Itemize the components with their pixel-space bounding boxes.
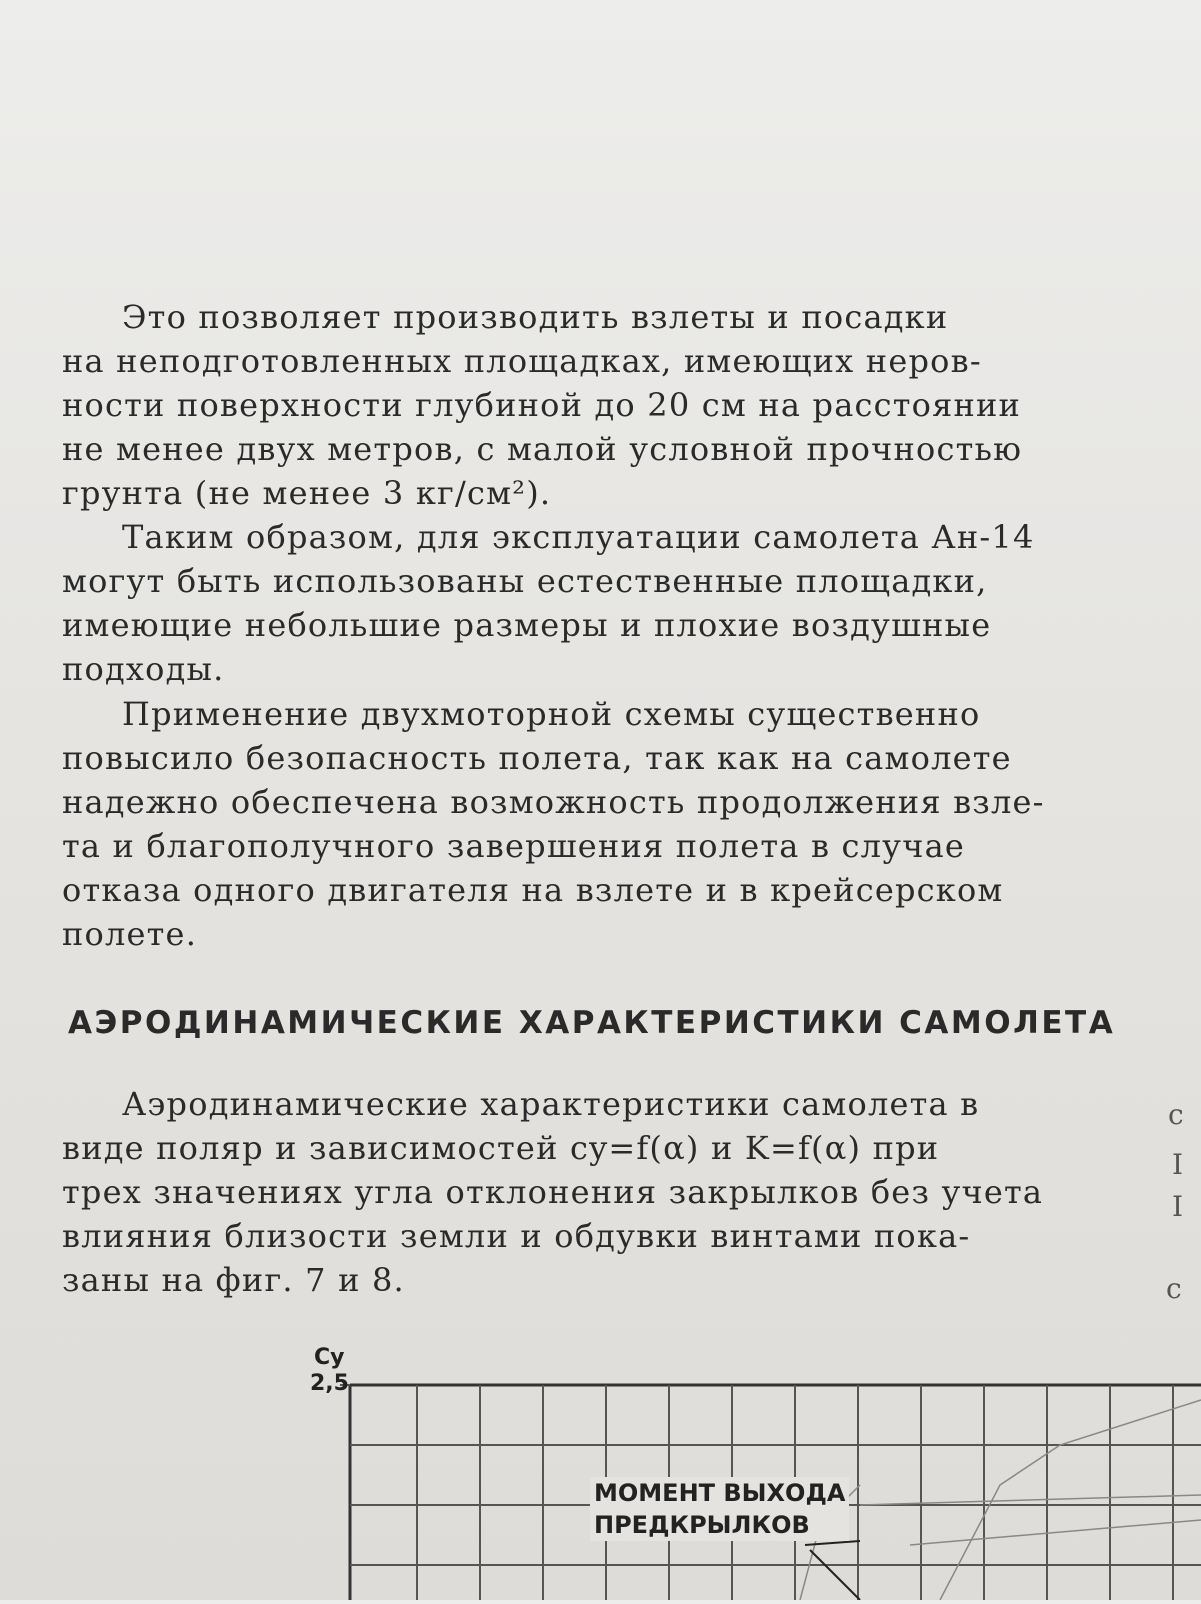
annotation-line: ПРЕДКРЫЛКОВ <box>594 1511 810 1539</box>
text-line: подходы. <box>62 650 225 688</box>
text-line: повысило безопасность полета, так как на самолете <box>62 739 1012 777</box>
text-line: Применение двухмоторной схемы существенно <box>122 695 981 733</box>
graph-annotation <box>590 1477 849 1541</box>
text-line: трех значениях угла отклонения закрылков без учета <box>62 1173 1044 1211</box>
margin-letter: I <box>1172 1148 1184 1181</box>
paragraph-4 <box>62 1082 1122 1302</box>
margin-letter: с <box>1166 1272 1182 1305</box>
text-line: грунта (не менее 3 кг/см²). <box>62 474 552 512</box>
annotation-line: МОМЕНТ ВЫХОДА <box>594 1479 846 1507</box>
paragraph-1 <box>62 295 1122 515</box>
text-line: полете. <box>62 915 198 953</box>
text-line: Таким образом, для эксплуатации самолета Ан-14 <box>122 518 1035 556</box>
text-line: на неподготовленных площадках, имеющих неров- <box>62 342 982 380</box>
text-line: имеющие небольшие размеры и плохие воздушные <box>62 606 992 644</box>
text-line: та и благополучного завершения полета в случае <box>62 827 965 865</box>
text-line: Это позволяет производить взлеты и посадки <box>122 298 949 336</box>
margin-letter: с <box>1168 1098 1184 1131</box>
paragraph-2 <box>62 515 1122 691</box>
text-line: могут быть использованы естественные площадки, <box>62 562 988 600</box>
text-line: Аэродинамические характеристики самолета в <box>122 1085 980 1123</box>
text-line: виде поляр и зависимостей cy=f(α) и K=f(α) при <box>62 1129 940 1167</box>
text-line: влияния близости земли и обдувки винтами пока- <box>62 1217 971 1255</box>
text-line: отказа одного двигателя на взлете и в крейсерском <box>62 871 1004 909</box>
graph-grid <box>300 1345 1201 1600</box>
paragraph-3 <box>62 692 1122 956</box>
text-line: не менее двух метров, с малой условной прочностью <box>62 430 1023 468</box>
text-line: заны на фиг. 7 и 8. <box>62 1261 405 1299</box>
text-line: надежно обеспечена возможность продолжения взле- <box>62 783 1045 821</box>
y-tick-label: 2,5 <box>310 1371 349 1396</box>
y-axis-label: Cy <box>314 1345 345 1370</box>
figure-graph <box>300 1345 1201 1600</box>
margin-letter: I <box>1172 1190 1184 1223</box>
text-line: ности поверхности глубиной до 20 см на расстоянии <box>62 386 1022 424</box>
section-heading: АЭРОДИНАМИЧЕСКИЕ ХАРАКТЕРИСТИКИ САМОЛЕТА <box>68 1005 1116 1041</box>
